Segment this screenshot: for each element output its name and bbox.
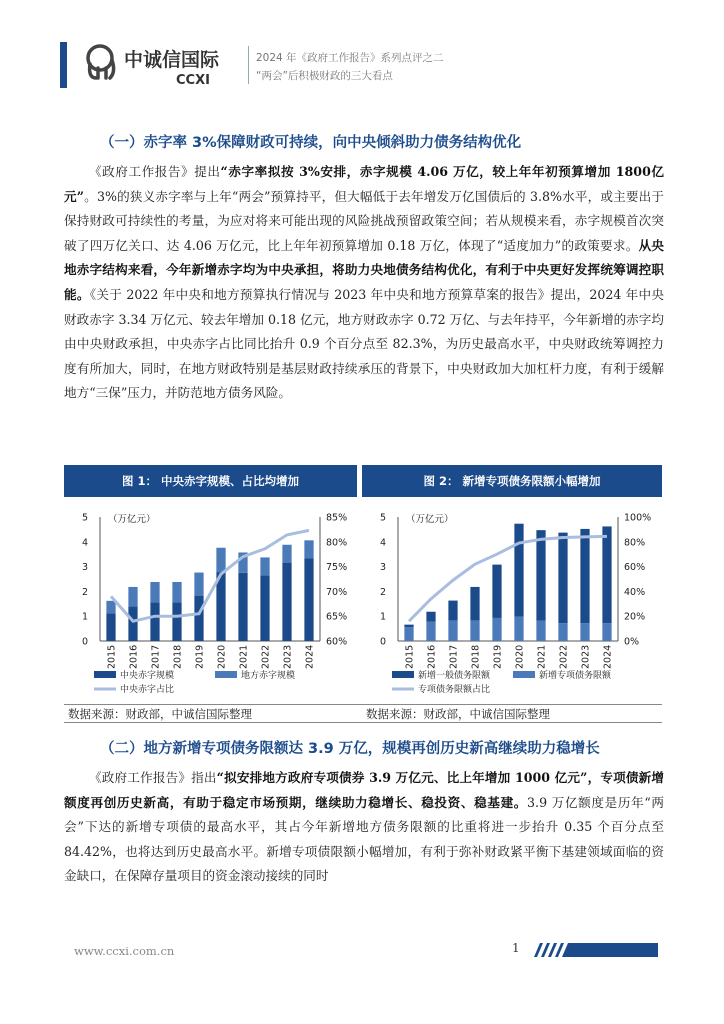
bar-地方赤字规模 [128, 587, 137, 606]
bar-中央赤字规模 [194, 596, 203, 641]
right-tick-label: 0% [624, 636, 640, 648]
figure2-source: 数据来源：财政部，中诚信国际整理 [366, 707, 550, 721]
left-tick-label: 0 [81, 636, 88, 648]
footer-stripe-decoration [534, 943, 658, 957]
bar-新增专项债务限额 [514, 524, 523, 617]
figure2-title: 图 2： 新增专项债务限额小幅增加 [362, 465, 662, 497]
legend-label: 新增专项债务限额 [539, 671, 612, 681]
right-tick-label: 85% [326, 512, 348, 524]
bar-中央赤字规模 [304, 558, 313, 641]
chart-central-deficit [64, 500, 357, 704]
header-accent-bar [60, 42, 67, 88]
bar-新增一般债务限额 [536, 621, 545, 641]
bar-地方赤字规模 [172, 582, 181, 603]
bar-中央赤字规模 [282, 563, 291, 641]
bar-新增一般债务限额 [492, 618, 501, 641]
bar-地方赤字规模 [282, 545, 291, 563]
bar-新增专项债务限额 [580, 529, 589, 623]
section2-heading: （二）地方新增专项债务限额达 3.9 万亿，规模再创历史新高继续助力稳增长 [100, 741, 600, 757]
right-tick-label: 20% [624, 611, 646, 623]
bar-地方赤字规模 [260, 557, 269, 575]
bar-中央赤字规模 [128, 606, 137, 641]
svg-text:CCXI: CCXI [176, 73, 210, 88]
x-tick-label: 2018 [470, 644, 482, 669]
x-tick-label: 2017 [150, 644, 162, 669]
x-tick-label: 2016 [128, 644, 140, 669]
bar-中央赤字规模 [172, 603, 181, 641]
right-tick-label: 75% [326, 562, 348, 574]
bar-新增一般债务限额 [558, 623, 567, 641]
x-tick-label: 2020 [514, 644, 526, 669]
bar-新增一般债务限额 [580, 623, 589, 641]
x-tick-label: 2015 [106, 644, 118, 669]
figure1-source: 数据来源：财政部，中诚信国际整理 [68, 707, 252, 721]
legend-label: 中央赤字规模 [120, 671, 175, 681]
x-tick-label: 2020 [216, 644, 228, 669]
right-tick-label: 70% [326, 586, 348, 598]
figure1-title: 图 1： 中央赤字规模、占比均增加 [64, 465, 357, 497]
legend-label: 地方赤字规模 [241, 671, 296, 681]
bar-新增专项债务限额 [492, 565, 501, 618]
legend-swatch [392, 671, 414, 678]
x-tick-label: 2023 [282, 644, 294, 669]
bar-地方赤字规模 [106, 601, 115, 613]
left-tick-label: 2 [379, 586, 386, 598]
section2-paragraph: 《政府工作报告》指出“拟安排地方政府专项债券 3.9 万亿元、比上年增加 1000 亿元”，专项债新增额度再创历史新高，有助于稳定市场预期，继续助力稳增长、稳投资、稳基建。3.9 万亿额度是历年“两会”下达的新增专项债的最高水平，其占今年新增地方债务限额的比重将进一步抬升 0.35 个百分点至 84.42%，也将达到历史最高水平。新增专项债限额小幅增加，有利于弥补财政紧平衡下基建领域面临的资金缺口，在保障存量项目的资金滚动接续的同时 [64, 770, 664, 884]
page-number: 1 [512, 941, 520, 955]
bar-地方赤字规模 [194, 573, 203, 596]
left-tick-label: 4 [379, 537, 386, 549]
right-tick-label: 65% [326, 611, 348, 623]
left-tick-label: 3 [81, 562, 88, 574]
legend-swatch [215, 671, 237, 678]
bar-新增一般债务限额 [448, 620, 457, 641]
x-tick-label: 2023 [580, 644, 592, 669]
left-tick-label: 5 [81, 512, 88, 524]
x-tick-label: 2018 [172, 644, 184, 669]
x-tick-label: 2022 [558, 644, 570, 669]
section1-paragraph: 《政府工作报告》提出“赤字率拟按 3%安排，赤字规模 4.06 万亿，较上年年初预算增加 1800亿元”。3%的狭义赤字率与上年“两会”预算持平，但大幅低于去年增发万亿国债后的 3.8%水平，或主要出于保持财政可持续性的考量，为应对将来可能出现的风险挑战预留政策空间；若从规模来看，赤字规模首次突破了四万亿关口、达 4.06 万亿元，比上年年初预算增加 0.18 万亿，体现了“适度加力”的政策要求。从央地赤字结构来看，今年新增赤字均为中央承担，将助力央地债务结构优化，有利于中央更好发挥统筹调控职能。《关于 2022 年中央和地方预算执行情况与 2023 年中央和地方预算草案的报告》提出，2024 年中央财政赤字 3.34 万亿元、较去年增加 0.18 亿元，地方财政赤字 0.72 万亿、与去年持平，今年新增的赤字均由中央财政承担，中央赤字占比同比抬升 0.9 个百分点至 82.3%，为历史最高水平，中央财政统筹调控力度有所加大，同时，在地方财政特别是基层财政持续承压的背景下，中央财政加大加杠杆力度，有利于缓解地方“三保”压力，并防范地方债务风险。 [64, 164, 665, 401]
bar-中央赤字规模 [106, 613, 115, 641]
bar-新增专项债务限额 [558, 533, 567, 624]
bar-地方赤字规模 [304, 540, 313, 558]
bar-中央赤字规模 [150, 603, 159, 641]
bar-新增专项债务限额 [426, 612, 435, 622]
right-tick-label: 100% [624, 512, 652, 524]
unit-label: （万亿元） [406, 514, 454, 525]
x-tick-label: 2019 [194, 644, 206, 669]
x-tick-label: 2019 [492, 644, 504, 669]
x-tick-label: 2017 [448, 644, 460, 669]
x-tick-label: 2015 [404, 644, 416, 669]
unit-label: （万亿元） [108, 514, 156, 525]
right-tick-label: 40% [624, 586, 646, 598]
x-tick-label: 2021 [238, 644, 250, 669]
bar-新增专项债务限额 [602, 526, 611, 623]
right-tick-label: 60% [326, 636, 348, 648]
ccxi-logo [82, 40, 232, 90]
figure-bottom-rule [64, 722, 662, 723]
bar-新增专项债务限额 [448, 601, 457, 621]
x-tick-label: 2024 [602, 644, 614, 669]
legend-label: 中央赤字占比 [120, 685, 175, 695]
bar-地方赤字规模 [150, 582, 159, 603]
left-tick-label: 1 [379, 611, 386, 623]
left-tick-label: 1 [81, 611, 88, 623]
line-中央赤字占比 [111, 530, 309, 621]
right-tick-label: 80% [624, 537, 646, 549]
legend-label: 专项债务限额占比 [418, 685, 491, 695]
bar-新增专项债务限额 [536, 530, 545, 621]
bar-新增一般债务限额 [404, 627, 413, 641]
report-subtitle-line: “两会”后积极财政的三大看点 [256, 70, 393, 82]
bar-中央赤字规模 [238, 573, 247, 641]
svg-text:中诚信国际: 中诚信国际 [124, 49, 220, 71]
figure-top-rule [64, 704, 662, 705]
legend-swatch [94, 671, 116, 678]
footer-website: www.ccxi.com.cn [74, 944, 175, 958]
chart-special-bond-quota [362, 500, 662, 704]
legend-swatch [513, 671, 535, 678]
right-tick-label: 60% [624, 562, 646, 574]
report-series-line: 2024 年《政府工作报告》系列点评之二 [256, 52, 444, 64]
x-tick-label: 2022 [260, 644, 272, 669]
right-tick-label: 80% [326, 537, 348, 549]
bar-新增专项债务限额 [470, 587, 479, 620]
bar-地方赤字规模 [216, 548, 225, 572]
left-tick-label: 2 [81, 586, 88, 598]
section1-heading: （一）赤字率 3%保障财政可持续，向中央倾斜助力债务结构优化 [100, 135, 522, 151]
bar-中央赤字规模 [260, 575, 269, 641]
line-专项债务限额占比 [409, 536, 607, 621]
left-tick-label: 0 [379, 636, 386, 648]
bar-新增一般债务限额 [470, 620, 479, 641]
left-tick-label: 3 [379, 562, 386, 574]
header-divider [248, 46, 249, 84]
bar-新增专项债务限额 [404, 625, 413, 627]
x-tick-label: 2016 [426, 644, 438, 669]
bar-新增一般债务限额 [602, 623, 611, 641]
x-tick-label: 2021 [536, 644, 548, 669]
legend-label: 新增一般债务限额 [418, 671, 491, 681]
bar-新增一般债务限额 [514, 617, 523, 641]
left-tick-label: 5 [379, 512, 386, 524]
left-tick-label: 4 [81, 537, 88, 549]
bar-新增一般债务限额 [426, 622, 435, 641]
x-tick-label: 2024 [304, 644, 316, 669]
